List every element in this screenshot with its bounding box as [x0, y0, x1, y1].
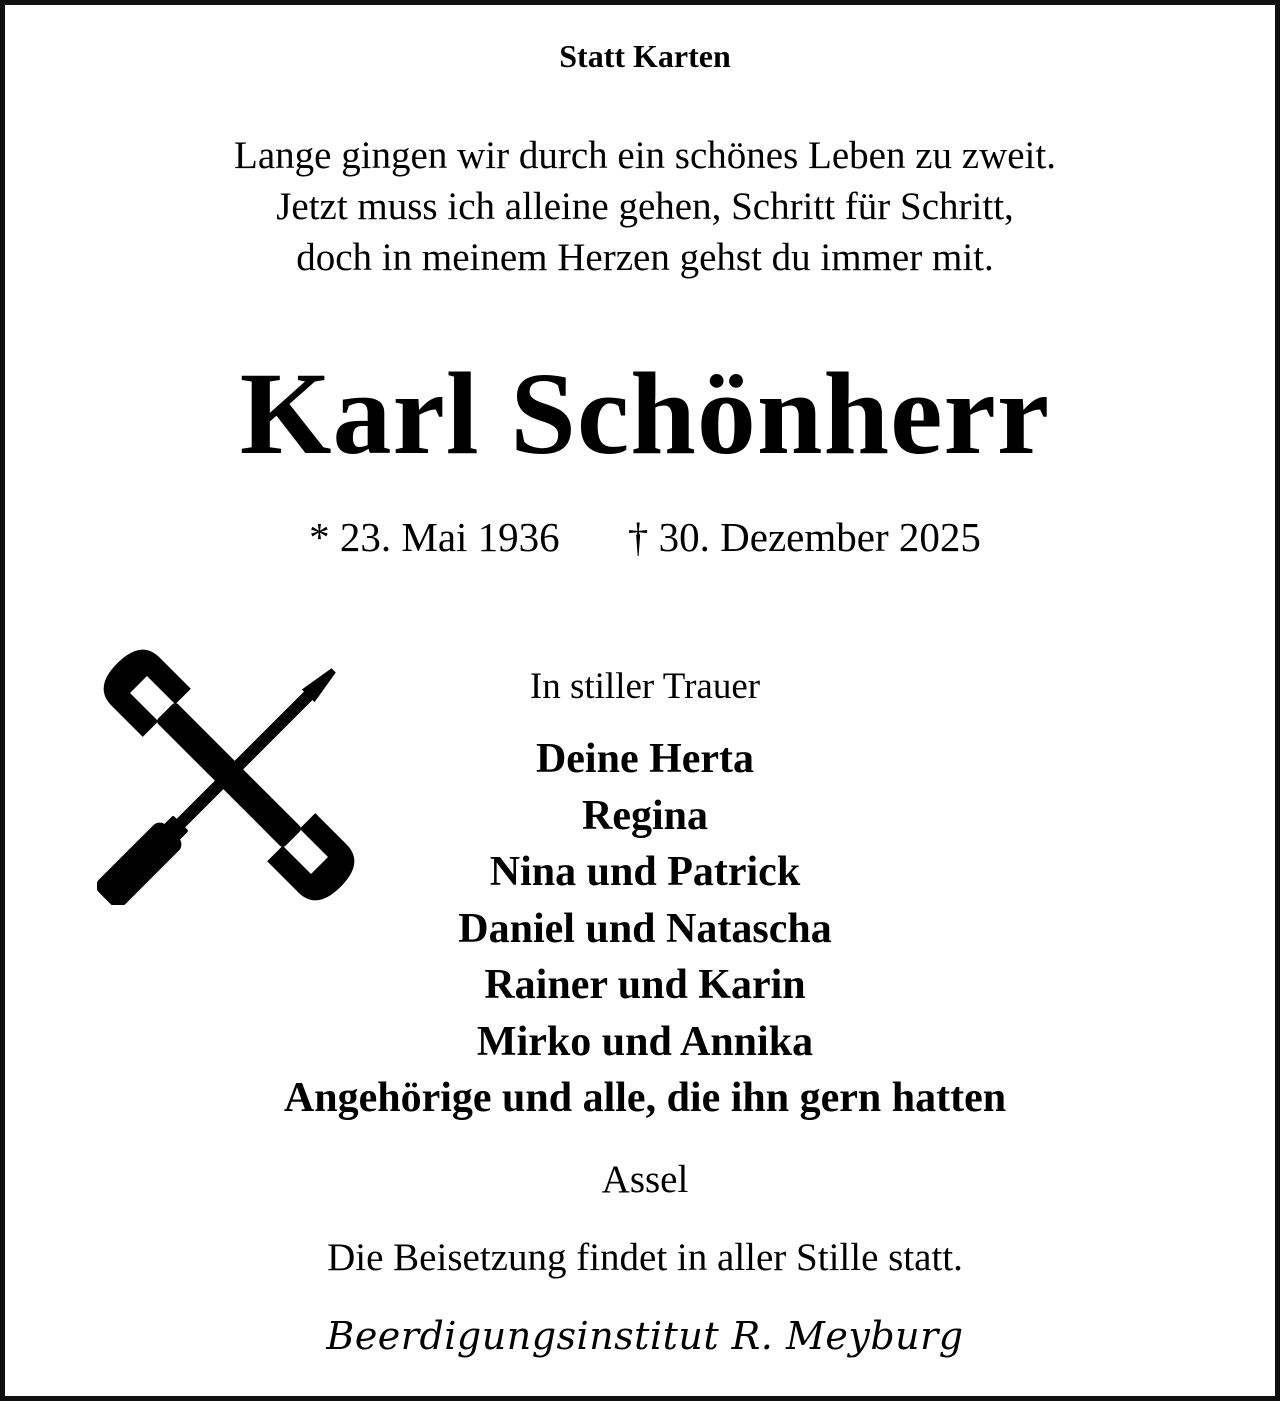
death-date: † 30. Dezember 2025 [627, 514, 981, 560]
mourner-entry: Nina und Patrick [489, 849, 801, 895]
mourner-entry: Rainer und Karin [484, 962, 806, 1008]
birth-date: * 23. Mai 1936 [309, 514, 560, 560]
memorial-verse [5, 130, 1280, 283]
deceased-name: Karl Schönherr [239, 348, 1051, 479]
undertaker-signature: Beerdigungsinstitut R. Meyburg [326, 1314, 964, 1358]
grief-intro: In stiller Trauer [529, 666, 761, 707]
notice-header: Statt Karten [559, 38, 731, 74]
mourner-entry: Deine Herta [535, 736, 755, 782]
mourner-entry: Angehörige und alle, die ihn gern hatten [283, 1075, 1007, 1121]
mourner-entry: Daniel und Natascha [458, 905, 832, 952]
verse-line: Lange gingen wir durch ein schönes Leben zu zweit. [234, 134, 1056, 177]
verse-line: Jetzt muss ich alleine gehen, Schritt für Schritt, [276, 185, 1014, 228]
mourners-list [5, 731, 1280, 1127]
life-dates [5, 514, 1280, 560]
mourner-entry: Regina [582, 792, 708, 839]
place-name: Assel [601, 1158, 689, 1201]
mourner-entry: Mirko und Annika [476, 1018, 814, 1065]
burial-note: Die Beisetzung findet in aller Stille statt. [327, 1236, 963, 1279]
verse-line: doch in meinem Herzen gehst du immer mit. [296, 236, 994, 279]
